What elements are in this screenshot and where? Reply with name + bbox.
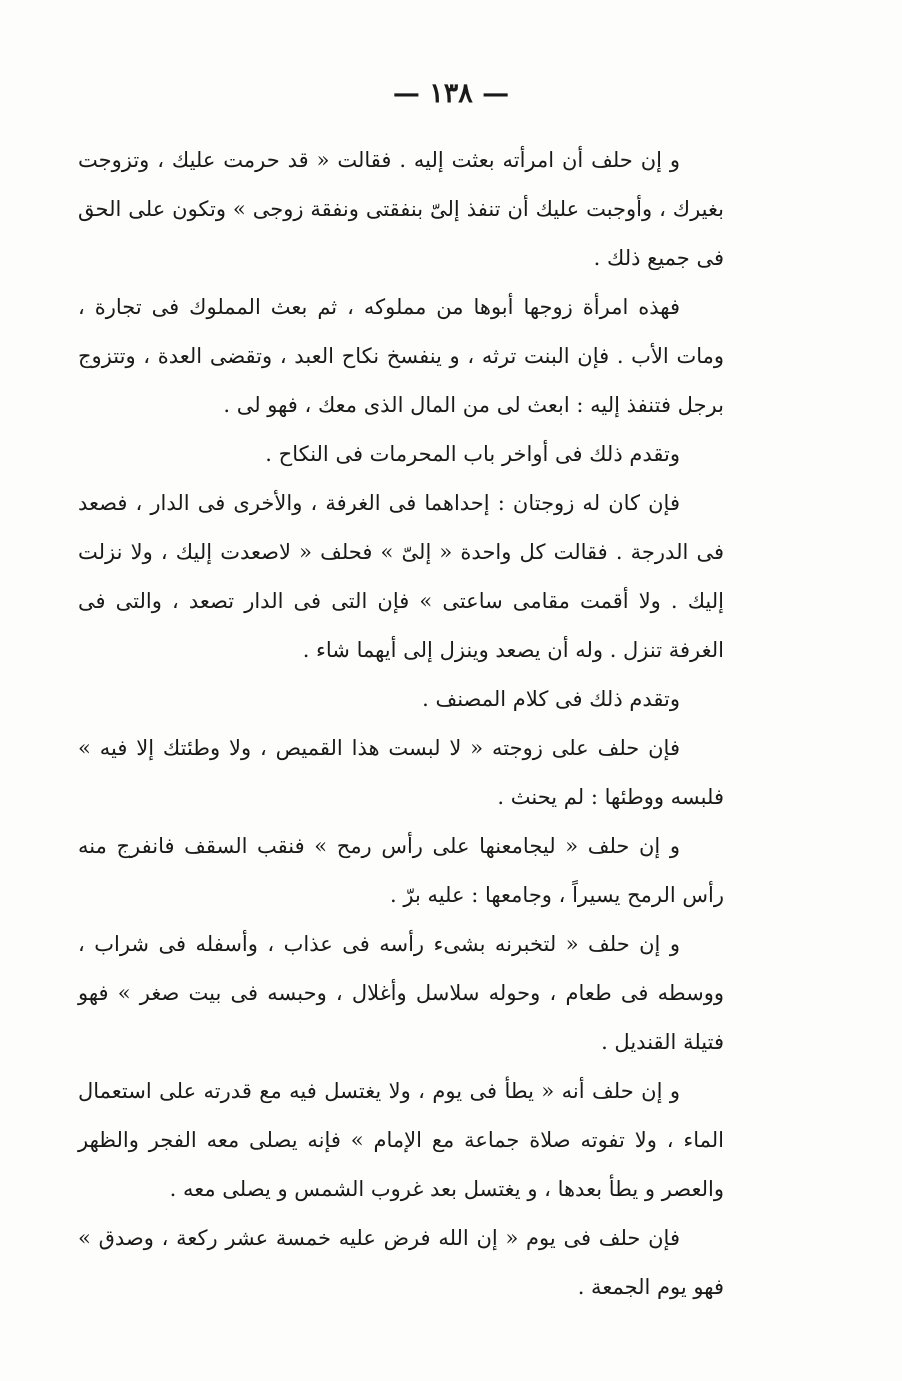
paragraph-2: فهذه امرأة زوجها أبوها من مملوكه ، ثم بعث المملوك فى تجارة ، ومات الأب . فإن البنت ترثه ، و ينفسخ نكاح العبد ، وتقضى العدة ، وتتزوج برجل فتنفذ إليه : ابعث لى من المال الذى معك ، فهو لى . [78,295,724,417]
paragraph-1: و إن حلف أن امرأته بعثت إليه . فقالت « قد حرمت عليك ، وتزوجت بغيرك ، وأوجبت عليك أن تنفذ إلىّ بنفقتى ونفقة زوجى » وتكون على الحق فى جميع ذلك . [78,148,724,270]
paragraph-7: و إن حلف « ليجامعنها على رأس رمح » فنقب السقف فانفرج منه رأس الرمح يسيراً ، وجامعها : عليه برّ . [78,834,724,907]
paragraph-10: فإن حلف فى يوم « إن الله فرض عليه خمسة عشر ركعة ، وصدق » فهو يوم الجمعة . [78,1226,724,1299]
paragraph-5: وتقدم ذلك فى كلام المصنف . [422,687,680,711]
page-number: — ١٣٨ — [392,78,510,109]
paragraph-8: و إن حلف « لتخبرنه بشىء رأسه فى عذاب ، وأسفله فى شراب ، ووسطه فى طعام ، وحوله سلاسل وأغلال ، وحبسه فى بيت صغر » فهو فتيلة القنديل . [78,932,724,1054]
page-body [78,136,724,1312]
paragraph-6: فإن حلف على زوجته « لا لبست هذا القميص ، ولا وطئتك إلا فيه » فلبسه ووطئها : لم يحنث . [78,736,724,809]
paragraph-9: و إن حلف أنه « يطأ فى يوم ، ولا يغتسل فيه مع قدرته على استعمال الماء ، ولا تفوته صلاة جماعة مع الإمام » فإنه يصلى معه الفجر والظهر والعصر و يطأ بعدها ، و يغتسل بعد غروب الشمس و يصلى معه . [78,1079,724,1201]
paragraph-3: وتقدم ذلك فى أواخر باب المحرمات فى النكاح . [265,442,680,466]
paragraph-4: فإن كان له زوجتان : إحداهما فى الغرفة ، والأخرى فى الدار ، فصعد فى الدرجة . فقالت كل واحدة « إلىّ » فحلف « لاصعدت إليك ، ولا نزلت إليك . ولا أقمت مقامى ساعتى » فإن التى فى الدار تصعد ، والتى فى الغرفة تنزل . وله أن يصعد وينزل إلى أيهما شاء . [78,491,724,662]
